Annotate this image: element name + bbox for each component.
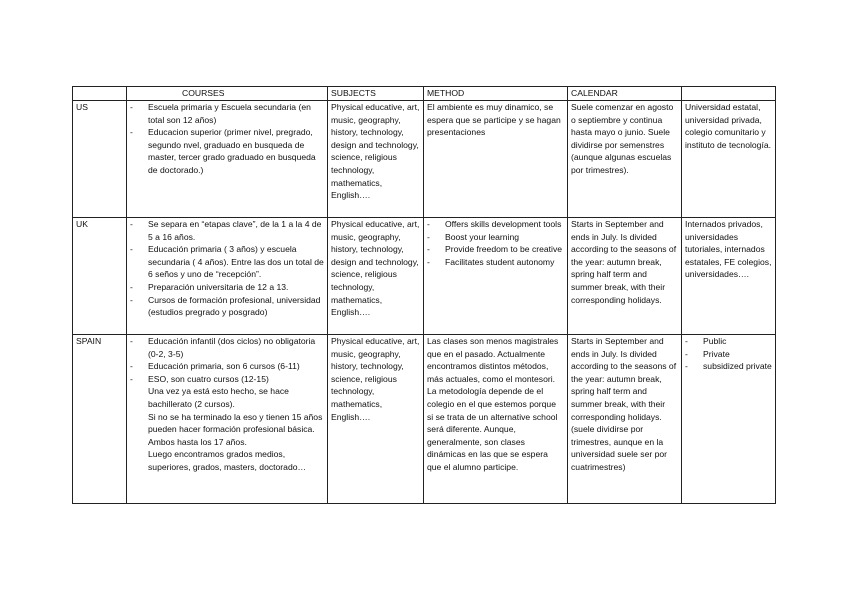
- header-method: METHOD: [424, 87, 568, 101]
- institutions-cell: Universidad estatal, universidad privada, colegio comunitario y instituto de tecnología.: [682, 101, 776, 218]
- list-item: - Private: [685, 348, 772, 361]
- courses-extra: [130, 385, 324, 473]
- list-item: - Preparación universitaria de 12 a 13.: [130, 281, 324, 294]
- calendar-cell: Starts in September and ends in July. Is divided according to the seasons of the year: autumn break, spring half term and summer break, with their corresponding holidays.: [568, 218, 682, 335]
- header-institutions: [682, 87, 776, 101]
- list-item: - ESO, son cuatro cursos (12-15): [130, 373, 324, 386]
- calendar-cell: [568, 335, 682, 504]
- header-row: [73, 87, 776, 101]
- institutions-cell: Internados privados, universidades tutoriales, internados estatales, FE colegios, universidades….: [682, 218, 776, 335]
- table-row-spain: [73, 335, 776, 504]
- method-cell: [424, 218, 568, 335]
- paragraph: (suele dividirse por trimestres, aunque en la universidad suele ser por cuatrimestres): [571, 424, 668, 472]
- list-item: - Educación primaria ( 3 años) y escuela secundaria ( 4 años). Entre las dos un total de 6 seños y uno de “recepción”.: [130, 243, 324, 281]
- list-item: - Educacion superior (primer nivel, pregrado, segundo nvel, graduado en busqueda de master, tercer grado graduado en busqueda de doctorado.): [130, 126, 324, 176]
- calendar-cell: Suele comenzar en agosto o septiembre y continua hasta mayo o junio. Suele dividirse por semenstres (aunque algunas escuelas por trimestres).: [568, 101, 682, 218]
- paragraph: Si no se ha terminado la eso y tienen 15 años pueden hacer formación profesional básica. Ambos hasta los 17 años.: [148, 411, 323, 447]
- table-row-us: [73, 101, 776, 218]
- list-item: - Public: [685, 335, 772, 348]
- header-country: [73, 87, 127, 101]
- list-item: - Facilitates student autonomy: [427, 256, 564, 269]
- list-item: - Educación primaria, son 6 cursos (6-11): [130, 360, 324, 373]
- list-item: - Cursos de formación profesional, universidad (estudios pregrado y posgrado): [130, 294, 324, 319]
- subjects-cell: Physical educative, art, music, geography, history, technology, design and technology, science, religious technology, mathematics, English….: [328, 101, 424, 218]
- header-calendar: CALENDAR: [568, 87, 682, 101]
- list-item: - Provide freedom to be creative: [427, 243, 564, 256]
- table-row-uk: [73, 218, 776, 335]
- comparison-table: [72, 86, 776, 504]
- header-courses: COURSES: [127, 87, 328, 101]
- subjects-cell: Physical educative, art, music, geography, history, technology, science, religious technology, mathematics, English….: [328, 335, 424, 504]
- courses-cell: [127, 101, 328, 218]
- country-cell: SPAIN: [73, 335, 127, 504]
- courses-cell: [127, 335, 328, 504]
- method-cell: El ambiente es muy dinamico, se espera que se participe y se hagan presentaciones: [424, 101, 568, 218]
- paragraph: Starts in September and ends in July. Is divided according to the seasons of the year: autumn break, spring half term and summer break, with their corresponding holidays.: [571, 336, 677, 422]
- list-item: - subsidized private: [685, 360, 772, 373]
- list-item: - Boost your learning: [427, 231, 564, 244]
- method-cell: Las clases son menos magistrales que en el pasado. Actualmente encontramos distintos métodos, más actuales, como el montesori. La metodología depende de el colegio en el que estemos porque si se trata de un alternative school será diferente. Aunque, generalmente, son clases dinámicas en las que se espera que el alumno participe.: [424, 335, 568, 504]
- list-item: - Educación infantil (dos ciclos) no obligatoria (0-2, 3-5): [130, 335, 324, 360]
- courses-cell: [127, 218, 328, 335]
- list-item: - Escuela primaria y Escuela secundaria (en total son 12 años): [130, 101, 324, 126]
- list-item: - Se separa en “etapas clave”, de la 1 a la 4 de 5 a 16 años.: [130, 218, 324, 243]
- paragraph: Luego encontramos grados medios, superiores, grados, masters, doctorado…: [148, 449, 307, 472]
- list-item: - Offers skills development tools: [427, 218, 564, 231]
- paragraph: Una vez ya está esto hecho, se hace bachillerato (2 cursos).: [148, 386, 289, 409]
- subjects-cell: Physical educative, art, music, geography, history, technology, design and technology, science, religious technology, mathematics, English….: [328, 218, 424, 335]
- country-cell: UK: [73, 218, 127, 335]
- institutions-cell: [682, 335, 776, 504]
- header-subjects: SUBJECTS: [328, 87, 424, 101]
- country-cell: US: [73, 101, 127, 218]
